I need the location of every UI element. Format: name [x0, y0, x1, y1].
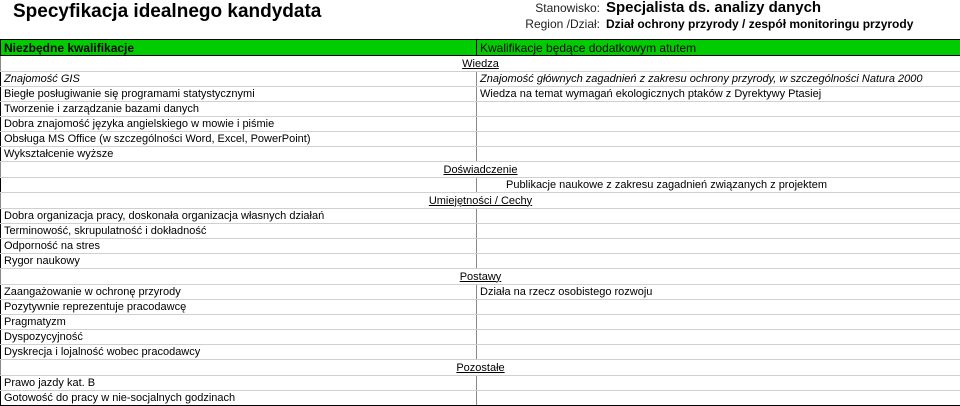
required-cell[interactable]: Znajomość GIS [1, 72, 477, 87]
table-row [1, 72, 960, 87]
table-row [1, 285, 960, 300]
additional-cell[interactable] [477, 239, 960, 254]
section-title: Umiejętności / Cechy [429, 195, 532, 207]
additional-cell[interactable]: Znajomość głównych zagadnień z zakresu ochrony przyrody, w szczególności Natura 2000 [477, 72, 960, 87]
section-header-other [1, 360, 960, 376]
section-header-experience [1, 162, 960, 178]
required-cell[interactable]: Pragmatyzm [1, 315, 477, 330]
required-cell[interactable] [1, 178, 477, 193]
additional-cell[interactable]: Publikacje naukowe z zakresu zagadnień związanych z projektem [477, 178, 960, 193]
required-cell[interactable]: Dyskrecja i lojalność wobec pracodawcy [1, 345, 477, 360]
position-value[interactable]: Specjalista ds. analizy danych [606, 0, 821, 17]
additional-cell[interactable] [477, 376, 960, 391]
additional-cell[interactable] [477, 391, 960, 406]
additional-cell[interactable] [477, 117, 960, 132]
additional-cell[interactable] [477, 102, 960, 117]
table-row [1, 254, 960, 269]
table-row [1, 117, 960, 132]
region-value[interactable]: Dział ochrony przyrody / zespół monitoringu przyrody [606, 17, 913, 32]
table-row [1, 102, 960, 117]
qualifications-table [0, 39, 960, 406]
required-cell[interactable]: Gotowość do pracy w nie-socjalnych godzinach [1, 391, 477, 406]
required-cell[interactable]: Pozytywnie reprezentuje pracodawcę [1, 300, 477, 315]
table-row [1, 147, 960, 162]
additional-cell[interactable] [477, 132, 960, 147]
table-row [1, 132, 960, 147]
additional-cell[interactable]: Wiedza na temat wymagań ekologicznych ptaków z Dyrektywy Ptasiej [477, 87, 960, 102]
section-title: Postawy [460, 271, 502, 283]
table-row [1, 391, 960, 406]
table-row [1, 239, 960, 254]
required-cell[interactable]: Zaangażowanie w ochronę przyrody [1, 285, 477, 300]
required-cell[interactable]: Rygor naukowy [1, 254, 477, 269]
required-cell[interactable]: Dyspozycyjność [1, 330, 477, 345]
table-row [1, 224, 960, 239]
table-row [1, 209, 960, 224]
required-cell[interactable]: Tworzenie i zarządzanie bazami danych [1, 102, 477, 117]
additional-cell[interactable] [477, 330, 960, 345]
required-cell[interactable]: Prawo jazdy kat. B [1, 376, 477, 391]
table-row [1, 300, 960, 315]
additional-column-header[interactable]: Kwalifikacje będące dodatkowym atutem [477, 40, 960, 56]
table-row [1, 87, 960, 102]
document-header [0, 0, 960, 39]
required-cell[interactable]: Obsługa MS Office (w szczególności Word, Excel, PowerPoint) [1, 132, 477, 147]
additional-cell[interactable] [477, 254, 960, 269]
additional-cell[interactable] [477, 209, 960, 224]
required-cell[interactable]: Wykształcenie wyższe [1, 147, 477, 162]
table-row [1, 376, 960, 391]
required-cell[interactable]: Biegłe posługiwanie się programami statystycznymi [1, 87, 477, 102]
additional-cell[interactable] [477, 300, 960, 315]
document-title: Specyfikacja idealnego kandydata [13, 0, 321, 24]
additional-cell[interactable]: Działa na rzecz osobistego rozwoju [477, 285, 960, 300]
additional-cell[interactable] [477, 147, 960, 162]
required-cell[interactable]: Dobra znajomość języka angielskiego w mowie i piśmie [1, 117, 477, 132]
required-column-header[interactable]: Niezbędne kwalifikacje [1, 40, 477, 56]
additional-cell[interactable] [477, 345, 960, 360]
section-header-knowledge [1, 56, 960, 72]
section-header-skills [1, 193, 960, 209]
column-header-row [1, 40, 960, 56]
additional-cell[interactable] [477, 224, 960, 239]
required-cell[interactable]: Dobra organizacja pracy, doskonała organizacja własnych działań [1, 209, 477, 224]
table-row [1, 345, 960, 360]
table-row [1, 315, 960, 330]
required-cell[interactable]: Terminowość, skrupulatność i dokładność [1, 224, 477, 239]
table-row [1, 330, 960, 345]
section-header-attitudes [1, 269, 960, 285]
position-label: Stanowisko: [535, 1, 600, 16]
region-label: Region /Dział: [525, 17, 600, 32]
additional-cell[interactable] [477, 315, 960, 330]
section-title: Pozostałe [456, 362, 504, 374]
section-title: Doświadczenie [444, 164, 518, 176]
section-title: Wiedza [462, 58, 499, 70]
table-row [1, 178, 960, 193]
required-cell[interactable]: Odporność na stres [1, 239, 477, 254]
